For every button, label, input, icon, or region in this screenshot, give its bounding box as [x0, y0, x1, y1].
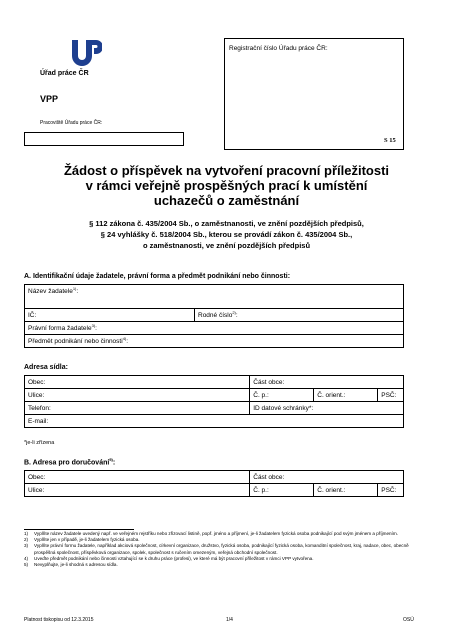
form-number: S 15 [384, 137, 396, 144]
workplace-field[interactable] [24, 132, 184, 146]
seat-heading: Adresa sídla: [24, 364, 68, 371]
seat-psc-field[interactable] [378, 389, 404, 402]
seat-datova-schranka-field[interactable] [250, 402, 404, 415]
footnote-number: 4) [24, 555, 29, 561]
form-code: VPP [40, 94, 59, 104]
obec-label: Obec: [28, 473, 46, 481]
footnote-ref: 5) [109, 457, 113, 462]
legal-form-field[interactable] [25, 322, 404, 335]
seat-email-field[interactable] [25, 415, 404, 428]
footnote-text: Nevyplňujte, je-li shodná s adresou sídla. [34, 562, 118, 568]
section-b-table [24, 470, 404, 497]
section-a-heading: A. Identifikační údaje žadatele, právní forma a předmět podnikání nebo činnosti: [24, 273, 291, 280]
footnote-number: 1) [24, 531, 29, 536]
footnote-ref: 2) [232, 310, 236, 316]
footnote-3 [24, 543, 429, 555]
title-line-2: v rámci veřejně prospěšných prací k umístění [85, 178, 368, 193]
seat-cast-obce-field[interactable] [250, 376, 404, 389]
applicant-name-label: Název žadatele [28, 288, 73, 296]
colon: : [235, 312, 238, 320]
business-subject-field[interactable] [25, 335, 404, 348]
ic-label: IČ: [28, 311, 37, 319]
footnote-ref: 4) [122, 336, 127, 342]
page-title [24, 163, 429, 208]
page-number: 1/4 [226, 617, 233, 623]
cast-obce-label: Část obce: [253, 473, 285, 481]
business-subject-label: Předmět podnikání nebo činnosti [28, 338, 123, 346]
applicant-name-field[interactable]: Název žadatele$^{1)}$: [25, 285, 404, 309]
ulice-label: Ulice: [28, 486, 45, 494]
psc-label: PSČ: [381, 486, 397, 494]
cp-label: Č. p.: [253, 391, 269, 399]
seat-obec-field[interactable] [25, 376, 250, 389]
birth-number-label: Rodné číslo [198, 312, 233, 320]
validity-text: Platnost tiskopisu od 12.3.2015 [24, 617, 94, 623]
psc-label: PSČ: [381, 391, 397, 399]
seat-table [24, 375, 404, 428]
delivery-cp-field[interactable] [250, 484, 314, 497]
section-a-table [24, 284, 404, 348]
legal-form-label: Právní forma žadatele [28, 325, 92, 333]
footnote-ref: 1) [72, 286, 77, 291]
seat-telefon-field[interactable] [25, 402, 250, 415]
ic-field[interactable] [25, 309, 195, 322]
delivery-psc-field[interactable] [378, 484, 404, 497]
delivery-co-field[interactable] [314, 484, 378, 497]
delivery-obec-field[interactable] [25, 471, 250, 484]
cast-obce-label: Část obce: [253, 378, 285, 386]
upcr-logo-icon [68, 36, 102, 70]
law-line-3: o zaměstnanosti, ve znění pozdějších předpisů [142, 241, 311, 250]
note-text: *je-li zřízena [24, 440, 55, 446]
delivery-ulice-field[interactable] [25, 484, 250, 497]
footnotes [24, 531, 429, 568]
footnote-text: Vyplňte jen v případě, je-li žadatelem fyzická osoba. [34, 537, 140, 543]
ulice-label: Ulice: [28, 391, 45, 399]
section-b-heading-text: B. Adresa pro doručování [24, 459, 110, 467]
footnote-number: 5) [24, 562, 29, 568]
co-label: Č. orient.: [317, 486, 346, 494]
obec-label: Obec: [28, 378, 46, 386]
footnote-number: 2) [24, 537, 29, 543]
law-reference [24, 218, 429, 251]
email-label: E-mail: [28, 417, 49, 425]
colon: : [95, 325, 97, 333]
footnote-text: Vyplňte název žadatele uvedený např. ve veřejném rejstříku nebo zřizovací listině, popř. jméno a příjmení, je-li žadatelem fyzická osoba podnikající pod svým jménem a příjmením. [34, 531, 398, 536]
title-line-3: uchazečů o zaměstnání [153, 193, 300, 208]
delivery-cast-obce-field[interactable] [250, 471, 404, 484]
law-line-1: § 112 zákona č. 435/2004 Sb., o zaměstnanosti, ve znění pozdějších předpisů, [89, 219, 364, 228]
footnote-text: Vyplňte právní formu žadatele, například akciová společnost, církevní organizace, družstvo, fyzická osoba, podnikající fyzická osoba, komanditní společnost, kraj, nadace, obec, obecně prospěšná společnost, příspěvková organizace, spolek, společnost s ručením omezeným, veřejná obchodní společnost. [34, 543, 409, 555]
footnote-ref: 3) [91, 323, 96, 329]
footnote-number: 3) [24, 543, 29, 549]
workplace-label: Pracoviště Úřadu práce ČR: [40, 120, 103, 126]
co-label: Č. orient.: [317, 391, 346, 399]
cp-label: Č. p.: [253, 486, 269, 494]
footnote-text: Uveďte předmět podnikání nebo činnosti vztahující se k druhu práce (profesi), ve které má být pracovní příležitost v rámci VPP vytvořena. [34, 555, 314, 561]
seat-cp-field[interactable] [250, 389, 314, 402]
title-line-1: Žádost o příspěvek na vytvoření pracovní příležitosti [63, 163, 390, 178]
footnote-divider [24, 529, 134, 530]
footnote-5 [24, 562, 429, 568]
registration-box[interactable] [224, 38, 404, 150]
org-name: Úřad práce ČR [40, 70, 89, 77]
registration-label: Registrační číslo Úřadu práce ČR: [229, 45, 328, 52]
colon: : [126, 338, 129, 346]
telefon-label: Telefon: [28, 404, 51, 412]
birth-number-field[interactable] [195, 309, 404, 322]
section-b-heading [24, 457, 115, 466]
law-line-2: § 24 vyhlášky č. 518/2004 Sb., kterou se provádí zákon č. 435/2004 Sb., [100, 230, 353, 239]
department-code: OSÚ [403, 617, 414, 623]
datova-schranka-label: ID datové schránky*: [253, 404, 314, 412]
seat-co-field[interactable] [314, 389, 378, 402]
colon: : [112, 459, 116, 467]
seat-ulice-field[interactable] [25, 389, 250, 402]
